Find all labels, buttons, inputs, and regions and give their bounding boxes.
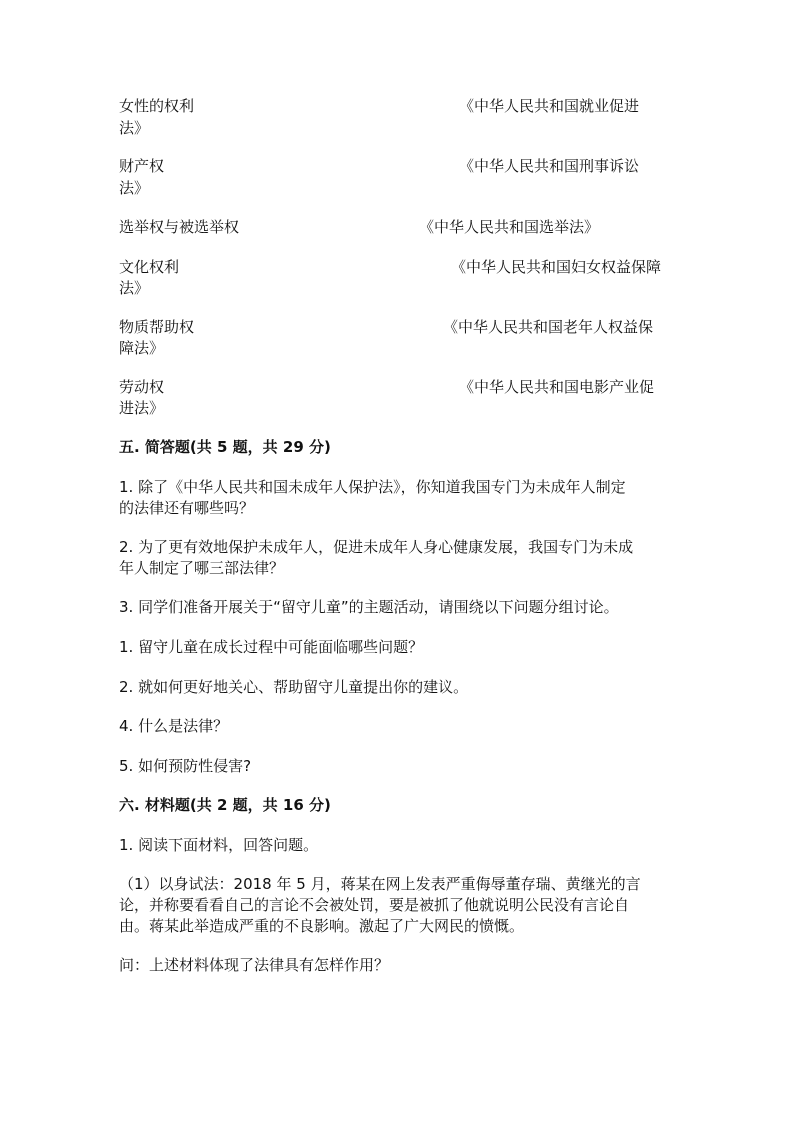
law-label: 《中华人民共和国妇女权益保障 bbox=[451, 258, 662, 276]
question-text: 年人制定了哪三部法律？ bbox=[119, 559, 285, 577]
law-label: 《中华人民共和国电影产业促 bbox=[459, 378, 655, 396]
right-label: 物质帮助权 bbox=[119, 318, 195, 336]
question-text: 3. 同学们准备开展关于“留守儿童”的主题活动，请围绕以下问题分组讨论。 bbox=[119, 598, 619, 616]
right-label: 文化权利 bbox=[119, 258, 180, 276]
material-text: 由。蒋某此举造成严重的不良影响。激起了广大网民的愤慨。 bbox=[119, 917, 525, 935]
law-label-continuation: 法》 bbox=[119, 179, 150, 197]
material-text: 论，并称要看看自己的言论不会被处罚，要是被抓了他就说明公民没有言论自 bbox=[119, 896, 630, 914]
law-label: 《中华人民共和国就业促进 bbox=[459, 97, 640, 115]
question-text: 问：上述材料体现了法律具有怎样作用？ bbox=[119, 956, 390, 974]
law-label: 《中华人民共和国老年人权益保 bbox=[443, 318, 654, 336]
law-label: 《中华人民共和国刑事诉讼 bbox=[459, 157, 640, 175]
question-text: 2. 为了更有效地保护未成年人，促进未成年人身心健康发展，我国专门为未成 bbox=[119, 538, 634, 556]
law-label-continuation: 进法》 bbox=[119, 399, 165, 417]
section-title: 五. 简答题(共 5 题，共 29 分) bbox=[119, 438, 331, 456]
right-label: 劳动权 bbox=[119, 378, 165, 396]
question-text: 5. 如何预防性侵害? bbox=[119, 757, 252, 775]
law-label-continuation: 法》 bbox=[119, 119, 150, 137]
question-text: 4. 什么是法律？ bbox=[119, 717, 229, 735]
question-text: 1. 除了《中华人民共和国未成年人保护法》，你知道我国专门为未成年人制定 bbox=[119, 478, 626, 496]
sub-question-text: 1. 留守儿童在成长过程中可能面临哪些问题？ bbox=[119, 638, 424, 656]
law-label-continuation: 障法》 bbox=[119, 339, 165, 357]
right-label: 财产权 bbox=[119, 157, 165, 175]
right-label: 选举权与被选举权 bbox=[119, 218, 240, 236]
right-label: 女性的权利 bbox=[119, 97, 195, 115]
question-text: 的法律还有哪些吗？ bbox=[119, 499, 255, 517]
sub-question-text: 2. 就如何更好地关心、帮助留守儿童提出你的建议。 bbox=[119, 678, 469, 696]
section-title: 六. 材料题(共 2 题，共 16 分) bbox=[119, 796, 331, 814]
question-text: 1. 阅读下面材料，回答问题。 bbox=[119, 836, 319, 854]
material-text: （1）以身试法：2018 年 5 月，蒋某在网上发表严重侮辱董存瑞、黄继光的言 bbox=[119, 875, 641, 893]
law-label-continuation: 法》 bbox=[119, 279, 150, 297]
law-label: 《中华人民共和国选举法》 bbox=[419, 218, 600, 236]
